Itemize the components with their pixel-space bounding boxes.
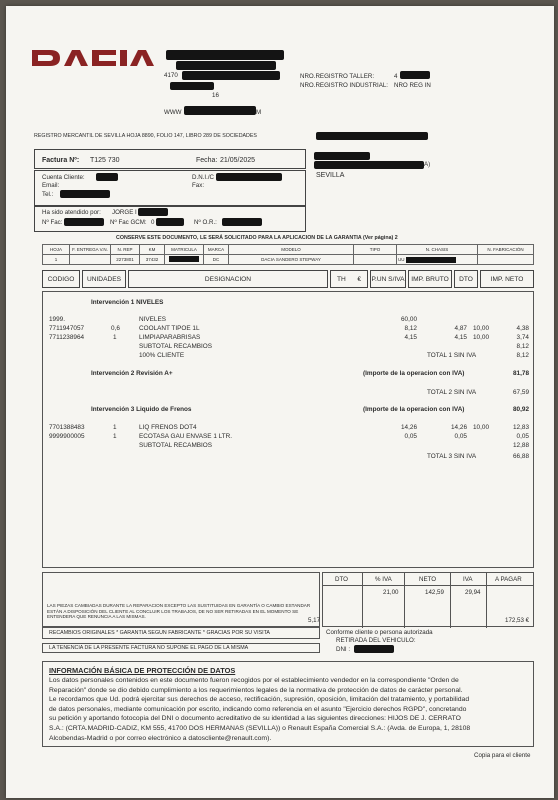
reg-taller-label: NRO.REGISTRO TALLER: bbox=[300, 73, 375, 80]
customer-city: SEVILLA bbox=[316, 172, 345, 179]
registry-line: REGISTRO MERCANTIL DE SEVILLA HOJA 8890, FOLIO 147, LIBRO 289 DE SOCIEDADES bbox=[34, 133, 257, 139]
vehicle-hoja: 1 bbox=[43, 255, 70, 265]
line-3-desc: LIMPIAPARABRISAS bbox=[139, 334, 201, 341]
warranty-notice: CONSERVE ESTE DOCUMENTO, LE SERÁ SOLICITADO PARA LA APLICACION DE LA GARANTIA (Ver página) 2 bbox=[116, 235, 398, 241]
totals-h-iva: IVA bbox=[463, 576, 473, 583]
reg-taller-value: 4 bbox=[394, 73, 398, 80]
redacted-address bbox=[176, 61, 276, 70]
tenencia-section bbox=[42, 643, 320, 653]
privacy-body bbox=[49, 676, 470, 743]
postal-code: 4170 bbox=[164, 72, 178, 79]
items-column-headers bbox=[42, 270, 534, 288]
line-6-neto: 67,59 bbox=[513, 389, 529, 396]
vehicle-header-row bbox=[43, 245, 534, 255]
redacted-phone bbox=[170, 82, 214, 90]
vehicle-header-km: KM bbox=[140, 245, 165, 255]
redacted-chasis bbox=[406, 257, 456, 263]
attended-name: JORGE I bbox=[112, 209, 137, 216]
intervention-3-amount: 80,92 bbox=[513, 406, 529, 413]
totals-grid bbox=[322, 572, 534, 627]
reg-industrial-label: NRO.REGISTRO INDUSTRIAL: bbox=[300, 82, 389, 89]
line-6-total: TOTAL 2 SIN IVA bbox=[427, 389, 477, 396]
redacted-attended bbox=[138, 208, 168, 216]
line-7-dto: 10,00 bbox=[473, 424, 489, 431]
redacted-reg-taller bbox=[400, 71, 430, 79]
col-unidades: UNIDADES bbox=[82, 270, 126, 288]
invoice-number-label: Factura Nº: bbox=[42, 157, 80, 164]
col-neto: IMP. NETO bbox=[480, 270, 534, 288]
line-7-neto: 12,83 bbox=[513, 424, 529, 431]
totals-iva: 29,94 bbox=[465, 589, 481, 596]
invoice-number: T125 730 bbox=[90, 157, 120, 164]
vehicle-header-matricula: MATRICULA bbox=[165, 245, 204, 255]
vehicle-km: 37432 bbox=[140, 255, 165, 265]
line-7-desc: LIQ FRENOS DOT4 bbox=[139, 424, 197, 431]
line-1-desc: NIVELES bbox=[139, 316, 166, 323]
conforme-text: Conforme cliente o persona autorizada bbox=[326, 629, 433, 636]
col-codigo: CODIGO bbox=[42, 270, 80, 288]
customer-address-suffix: A) bbox=[424, 161, 431, 168]
invoice-page bbox=[6, 6, 554, 798]
redacted-web bbox=[184, 106, 256, 115]
vehicle-modelo: DACIA SANDERO STEPWAY bbox=[229, 255, 354, 265]
intervention-3-note: (Importe de la operacion con IVA) bbox=[363, 406, 465, 413]
line-1-code: 1999. bbox=[49, 316, 65, 323]
totals-neto: 142,59 bbox=[425, 589, 444, 596]
line-8-pu: 0,05 bbox=[404, 433, 417, 440]
totals-h-pagar: A PAGAR bbox=[495, 576, 522, 583]
line-2-dto: 10,00 bbox=[473, 325, 489, 332]
fax-label: Fax: bbox=[192, 182, 205, 189]
redacted-fac bbox=[64, 218, 104, 226]
vehicle-table bbox=[42, 244, 534, 265]
privacy-line-1: Los datos personales contenidos en este documento fueron recogidos por el establecimiento vendedor en la correspondiente "Orden de bbox=[49, 677, 459, 684]
privacy-section bbox=[42, 661, 534, 747]
col-euro-label: € bbox=[357, 276, 361, 283]
vehicle-nrep: 2273801 bbox=[111, 255, 140, 265]
line-2-code: 7711947057 bbox=[49, 325, 85, 332]
col-th-label: TH bbox=[337, 276, 346, 283]
privacy-line-2: Reparación" donde se dio debido cumplimiento a los requerimientos legales de la normativa de protección de datos de carácter personal. bbox=[49, 686, 463, 694]
intervention-2-note: (Importe de la operacion con IVA) bbox=[363, 370, 465, 377]
warranty-section bbox=[42, 572, 320, 627]
intervention-1-title: Intervención 1 NIVELES bbox=[91, 299, 164, 306]
line-7-units: 1 bbox=[113, 424, 117, 431]
line-5-neto: 8,12 bbox=[516, 352, 529, 359]
vehicle-header-entrega: F. ENTREGA V.N. bbox=[70, 245, 111, 255]
line-2-pu: 8,12 bbox=[404, 325, 417, 332]
redacted-dni-signature bbox=[354, 645, 394, 653]
fac-label: Nº Fac: bbox=[42, 219, 63, 226]
redacted-customer-address bbox=[314, 161, 424, 169]
totals-iva-pct: 21,00 bbox=[383, 589, 399, 596]
intervention-2-amount: 81,78 bbox=[513, 370, 529, 377]
account-label: Cuenta Cliente: bbox=[42, 174, 85, 181]
line-8-neto: 0,05 bbox=[516, 433, 529, 440]
vehicle-header-marca: MARCA bbox=[204, 245, 229, 255]
line-3-neto: 3,74 bbox=[516, 334, 529, 341]
redacted-city bbox=[182, 71, 280, 80]
redacted-customer-line1 bbox=[316, 132, 428, 140]
line-3-pu: 4,15 bbox=[404, 334, 417, 341]
line-1-pu: 60,00 bbox=[401, 316, 417, 323]
privacy-line-6: S.A.: (CRTA.MADRID-CADIZ, KM 555, 41700 DOS HERMANAS (SEVILLA)) o Renault España Comercial S.A.: (Avda. de Europa, 1, 28108 bbox=[49, 724, 471, 732]
privacy-line-3: Le recordamos que Ud. podrá ejercitar sus derechos de acceso, rectificación, supresión, oposición, limitación del tratamiento, y portabilidad bbox=[49, 696, 470, 704]
vehicle-matricula bbox=[165, 255, 204, 265]
gcm-label: Nº Fac GCM: bbox=[110, 219, 147, 226]
dni-label: D.N.I./C bbox=[192, 174, 215, 181]
vehicle-chasis bbox=[397, 255, 478, 265]
vehicle-chasis-prefix: UU bbox=[398, 256, 405, 262]
invoice-date: 21/05/2025 bbox=[220, 157, 256, 164]
copy-label: Copia para el cliente bbox=[474, 752, 531, 759]
privacy-line-4: de datos personales, mediante comunicación por escrito, indicando como referencia en el asunto "Ejercicio derechos RGPD", concretando bbox=[49, 705, 467, 713]
line-8-desc: ECOTASA GAU ENVASE 1 LTR. bbox=[139, 433, 233, 440]
vehicle-tipo bbox=[354, 255, 397, 265]
dacia-logo bbox=[30, 46, 160, 70]
redacted-or bbox=[222, 218, 262, 226]
email-label: Email: bbox=[42, 182, 60, 189]
totals-h-neto: NETO bbox=[419, 576, 437, 583]
line-3-bruto: 4,15 bbox=[454, 334, 467, 341]
line-2-desc: COOLANT TIPOE 1L bbox=[139, 325, 200, 332]
line-3-dto: 10,00 bbox=[473, 334, 489, 341]
line-2-neto: 4,38 bbox=[516, 325, 529, 332]
redacted-gcm bbox=[156, 218, 184, 226]
line-9-desc: SUBTOTAL RECAMBIOS bbox=[139, 442, 213, 449]
items-body bbox=[42, 291, 534, 568]
dni-text: DNI : bbox=[336, 646, 351, 653]
gcm-value: 0 bbox=[151, 219, 155, 226]
redacted-company-name bbox=[166, 50, 284, 60]
line-9-neto: 12,88 bbox=[513, 442, 529, 449]
retirada-text: RETIRADA DEL VEHICULO: bbox=[336, 637, 416, 644]
recambios-text: RECAMBIOS ORIGINALES * GARANTIA SEGUN FABRICANTE * GRACIAS POR SU VISITA bbox=[49, 630, 270, 636]
redacted-customer-name bbox=[314, 152, 370, 160]
vehicle-marca: DC bbox=[204, 255, 229, 265]
vehicle-entrega bbox=[70, 255, 111, 265]
invoice-date-label: Fecha: bbox=[196, 157, 218, 164]
line-8-units: 1 bbox=[113, 433, 117, 440]
privacy-title: INFORMACIÓN BÁSICA DE PROTECCIÓN DE DATOS bbox=[49, 666, 236, 675]
line-5-total: TOTAL 1 SIN IVA bbox=[427, 352, 477, 359]
vehicle-value-row bbox=[43, 255, 534, 265]
vehicle-header-fabricacion: N. FABRICACIÓN bbox=[478, 245, 534, 255]
vehicle-header-modelo: MODELO bbox=[229, 245, 354, 255]
line-5-desc: 100% CLIENTE bbox=[139, 352, 185, 359]
redacted-matricula bbox=[169, 256, 199, 262]
web-suffix: M bbox=[256, 109, 262, 116]
reg-industrial-value: NRO REG IN bbox=[394, 82, 431, 89]
intervention-3-title: Intervención 3 Liquido de Frenos bbox=[91, 406, 192, 413]
totals-dto-small: 5,17 bbox=[308, 617, 321, 624]
line-10-total: TOTAL 3 SIN IVA bbox=[427, 453, 477, 460]
privacy-line-7: Alcobendas-Madrid o por correo electrónico a datoscliente@renault.com). bbox=[49, 734, 272, 742]
line-2-bruto: 4,87 bbox=[454, 325, 467, 332]
col-dto: DTO bbox=[454, 270, 478, 288]
line-7-bruto: 14,26 bbox=[451, 424, 467, 431]
totals-h-ivapct: % IVA bbox=[375, 576, 392, 583]
vehicle-fabricacion bbox=[478, 255, 534, 265]
line-3-code: 7711238964 bbox=[49, 334, 85, 341]
line-7-code: 7701388483 bbox=[49, 424, 85, 431]
warranty-text: LAS PIEZAS CAMBIADAS DURANTE LA REPARACION EXCEPTO LAS SUSTITUIDAS EN GARANTÍA O CAMBIO ESTANDAR ESTÁN A DISPOSICIÓN DEL CLIENTE AL CONCLUIR LOS TRABAJOS, DE NO SER RETIRADAS EN EL MOMENTO SE ENTENDERA QUE RENUNCIA A LAS MISMAS. bbox=[47, 603, 311, 620]
col-bruto: IMP. BRUTO bbox=[408, 270, 452, 288]
totals-pagar: 172,53 € bbox=[505, 617, 530, 624]
line-4-neto: 8,12 bbox=[516, 343, 529, 350]
col-designacion: DESIGNACION bbox=[128, 270, 328, 288]
redacted-dni bbox=[216, 173, 282, 181]
line-8-bruto: 0,05 bbox=[454, 433, 467, 440]
vehicle-header-chasis: N. CHASIS bbox=[397, 245, 478, 255]
tenencia-text: LA TENENCIA DE LA PRESENTE FACTURA NO SUPONE EL PAGO DE LA MISMA bbox=[49, 645, 249, 651]
recambios-section bbox=[42, 627, 320, 639]
col-pun: P.UN S/IVA bbox=[370, 270, 406, 288]
line-8-code: 9999900005 bbox=[49, 433, 85, 440]
col-th bbox=[330, 270, 368, 288]
totals-h-dto: DTO bbox=[335, 576, 348, 583]
web-prefix: WWW bbox=[164, 109, 182, 116]
line-10-neto: 66,88 bbox=[513, 453, 529, 460]
vehicle-header-nrep: N. REP bbox=[111, 245, 140, 255]
line-3-units: 1 bbox=[113, 334, 117, 341]
totals-divider bbox=[323, 585, 533, 586]
phone-number: 16 bbox=[212, 92, 219, 99]
redacted-account bbox=[96, 173, 118, 181]
or-label: Nº O.R.: bbox=[194, 219, 217, 226]
line-2-units: 0,6 bbox=[111, 325, 120, 332]
line-4-desc: SUBTOTAL RECAMBIOS bbox=[139, 343, 213, 350]
privacy-line-5: su petición y aportando fotocopia del DNI o documento acreditativo de su identidad a las siguientes direcciones: HIJOS DE J. CERRATO bbox=[49, 715, 461, 723]
tel-label: Tel.: bbox=[42, 191, 54, 198]
attended-label: Ha sido atendido por: bbox=[42, 209, 101, 216]
line-7-pu: 14,26 bbox=[401, 424, 417, 431]
vehicle-header-hoja: HOJA bbox=[43, 245, 70, 255]
redacted-tel bbox=[60, 190, 110, 198]
intervention-2-title: Intervención 2 Revisión A+ bbox=[91, 370, 173, 377]
vehicle-header-tipo: TIPO bbox=[354, 245, 397, 255]
